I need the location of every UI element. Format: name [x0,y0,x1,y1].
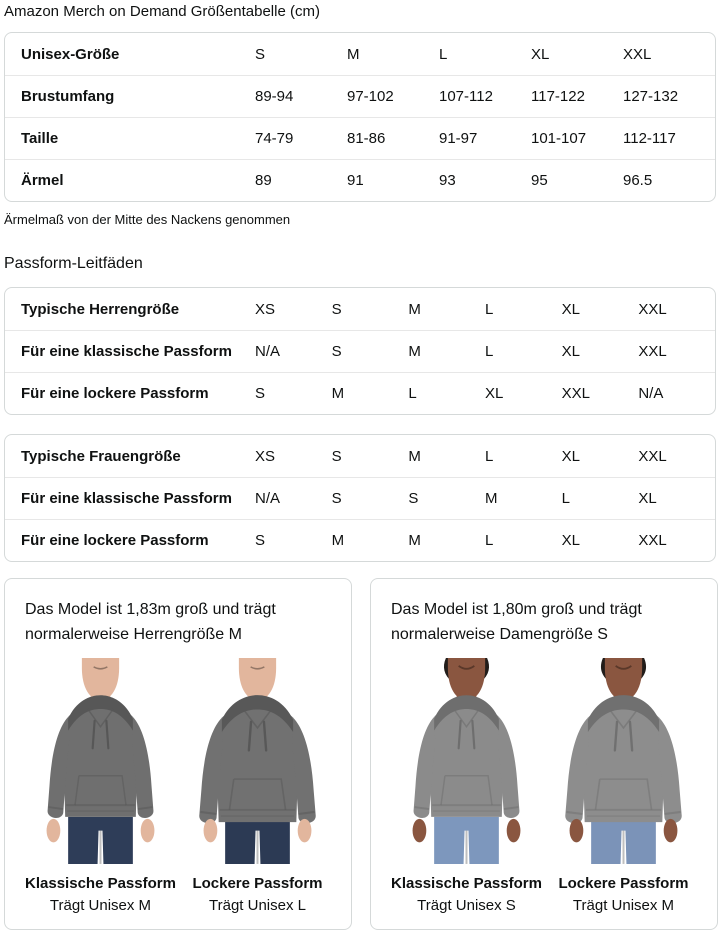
cell: 117-122 [531,88,585,105]
model-card-men [4,578,352,930]
cell: XXL [638,532,667,549]
cell: 101-107 [531,130,587,147]
cell: S [255,385,266,402]
table-row-sleeve [5,159,715,201]
cell: L [561,490,570,507]
cell: S [255,532,266,549]
cell: XL [484,385,504,402]
cell: XXL [638,343,667,360]
row-label: Taille [21,130,59,147]
cell: 91-97 [439,130,478,147]
row-label: Typische Herrengröße [21,300,180,318]
fit-table-women [4,434,716,562]
sleeve-footnote: Ärmelmaß von der Mitte des Nackens genommen [4,212,291,227]
size-header: S [255,45,266,63]
model-photo-loose [182,656,333,915]
hoodie-model-illustration [391,656,542,866]
cell: M [408,532,421,549]
cell: 97-102 [347,88,394,105]
cell: 74-79 [255,130,294,147]
cell: XXL [638,447,667,465]
cell: XL [561,447,581,465]
cell: L [484,300,494,318]
cell: S [331,447,342,465]
cell: L [484,447,494,465]
wears-caption: Trägt Unisex M [49,897,152,914]
cell: S [331,343,342,360]
cell: XS [255,300,276,318]
cell: N/A [255,490,281,507]
model-figures [25,656,333,915]
wears-caption: Trägt Unisex M [572,897,675,914]
cell: 95 [531,172,548,189]
cell: 112-117 [623,130,676,147]
cell: N/A [255,343,281,360]
table-row [5,477,715,519]
size-header: M [347,45,360,63]
cell: L [484,532,494,549]
model-photo-loose [548,656,699,915]
cell: 81-86 [347,130,386,147]
cell: XS [255,447,276,465]
cell: S [331,490,342,507]
cell: M [408,300,421,318]
size-header: XXL [623,45,652,63]
cell: M [408,447,421,465]
hoodie-model-illustration [548,656,699,866]
cell: M [484,490,498,507]
model-figures [391,656,699,915]
unisex-size-table [4,32,716,202]
cell: M [408,343,421,360]
table-row [5,372,715,414]
fit-caption: Klassische Passform [25,875,176,892]
row-label: Ärmel [21,172,64,189]
row-label: Für eine klassische Passform [21,490,232,507]
row-label: Für eine klassische Passform [21,343,232,360]
cell: N/A [638,385,664,402]
model-photo-classic [391,656,542,915]
row-label: Typische Frauengröße [21,447,181,465]
cell: XL [561,343,581,360]
cell: 107-112 [439,88,493,105]
header-label: Unisex-Größe [21,45,120,63]
table-row [5,519,715,561]
hoodie-model-illustration [25,656,176,866]
cell: L [484,343,494,360]
wears-caption: Trägt Unisex L [209,897,306,914]
hoodie-model-illustration [182,656,333,866]
model-card-title: Das Model ist 1,80m groß und trägt normalerweise Damengröße S [391,601,642,643]
model-card-women [370,578,718,930]
cell: L [408,385,417,402]
table-row [5,288,715,330]
fit-caption: Lockere Passform [558,875,689,892]
fit-guides-heading: Passform-Leitfäden [4,255,143,272]
cell: 127-132 [623,88,679,105]
cell: 89 [255,172,272,189]
size-header: XL [531,45,550,63]
model-card-title: Das Model ist 1,83m groß und trägt normalerweise Herrengröße M [25,601,276,643]
model-photo-classic [25,656,176,915]
cell: 93 [439,172,456,189]
row-label: Für eine lockere Passform [21,385,209,402]
cell: 89-94 [255,88,294,105]
page-title: Amazon Merch on Demand Größentabelle (cm) [4,3,320,20]
cell: XL [561,532,581,549]
wears-caption: Trägt Unisex S [417,897,516,914]
fit-caption: Lockere Passform [192,875,323,892]
cell: 91 [347,172,364,189]
table-row [5,435,715,477]
row-label: Für eine lockere Passform [21,532,209,549]
table-row-chest [5,75,715,117]
cell: M [331,532,345,549]
cell: XXL [561,385,591,402]
table-row [5,330,715,372]
cell: S [331,300,342,318]
table-row-waist [5,117,715,159]
fit-caption: Klassische Passform [391,875,542,892]
model-cards [4,578,716,930]
fit-table-men [4,287,716,415]
row-label: Brustumfang [21,88,115,105]
cell: 96.5 [623,172,653,189]
cell: S [408,490,419,507]
cell: XL [561,300,581,318]
cell: XXL [638,300,667,318]
table-header-row [5,33,715,75]
size-header: L [439,45,448,63]
cell: XL [638,490,657,507]
cell: M [331,385,345,402]
